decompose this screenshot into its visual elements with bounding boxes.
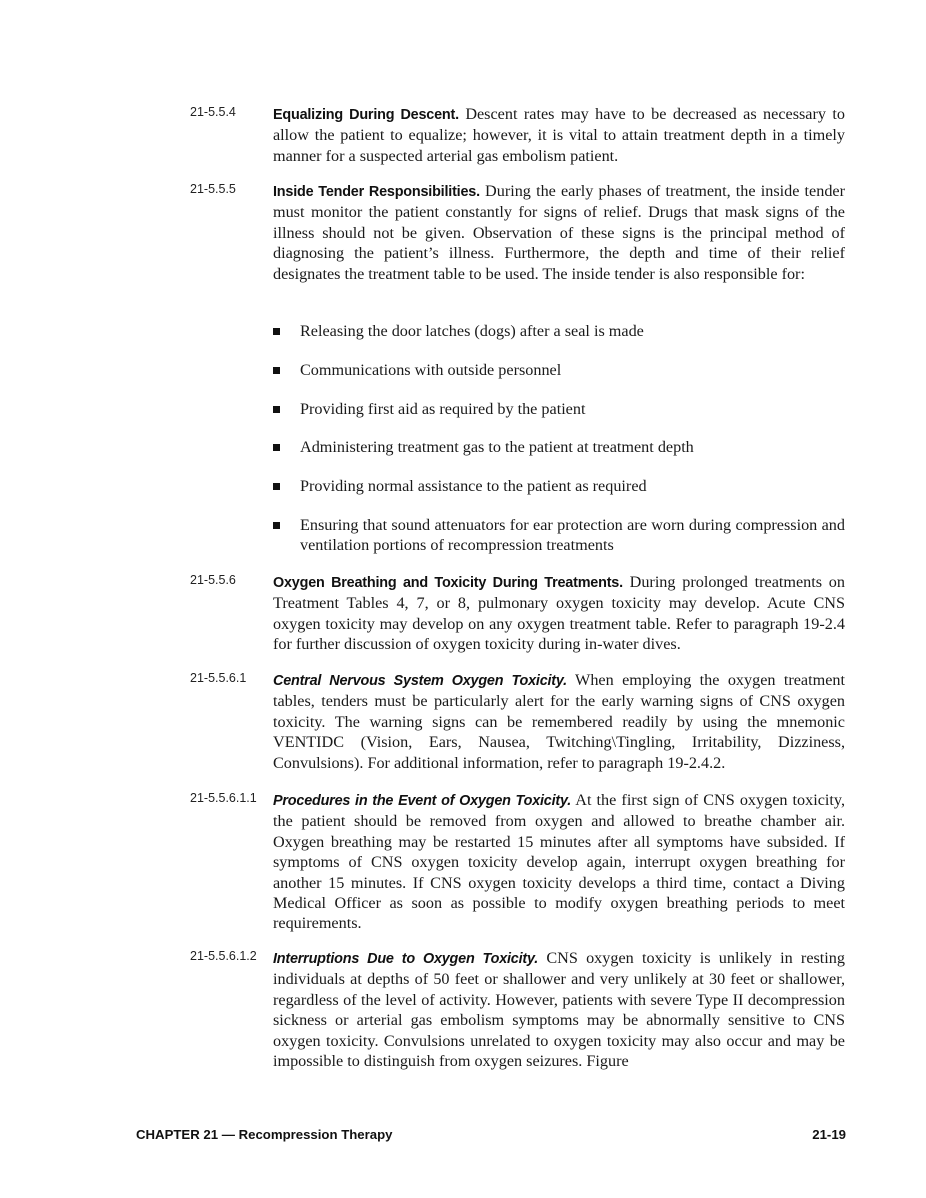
list-item: Releasing the door latches (dogs) after a seal is made xyxy=(273,321,845,341)
square-bullet-icon xyxy=(273,522,280,529)
list-item: Ensuring that sound attenuators for ear protection are worn during compression and ventilation portions of recompression treatments xyxy=(273,515,845,556)
section-text: At the first sign of CNS oxygen toxicity, the patient should be removed from oxygen and allowed to breathe chamber air. Oxygen breathing may be restarted 15 minutes after all symptoms have subsided. If symptoms of CNS oxygen toxicity develop again, interrupt oxygen breathing for another 15 minutes. If CNS oxygen toxicity develops a third time, contact a Diving Medical Officer as soon as possible to modify oxygen breathing periods to meet requirements. xyxy=(273,791,846,933)
section-body xyxy=(273,670,845,773)
list-item: Providing normal assistance to the patient as required xyxy=(273,476,845,496)
section-21-5-5-6 xyxy=(190,572,845,655)
list-item: Communications with outside personnel xyxy=(273,360,845,380)
section-body xyxy=(273,181,845,284)
section-heading: Oxygen Breathing and Toxicity During Treatments. xyxy=(273,575,623,591)
section-number: 21-5.5.6.1.1 xyxy=(190,791,257,805)
section-number: 21-5.5.6 xyxy=(190,573,236,587)
square-bullet-icon xyxy=(273,444,280,451)
section-heading: Equalizing During Descent. xyxy=(273,107,459,123)
section-body xyxy=(273,104,845,166)
section-21-5-5-4 xyxy=(190,104,845,166)
section-body xyxy=(273,572,845,655)
section-21-5-5-6-1-2 xyxy=(190,948,845,1071)
square-bullet-icon xyxy=(273,483,280,490)
section-number: 21-5.5.5 xyxy=(190,182,236,196)
chapter-title: CHAPTER 21 — Recompression Therapy xyxy=(136,1127,393,1142)
section-heading: Central Nervous System Oxygen Toxicity. xyxy=(273,673,567,689)
section-number: 21-5.5.6.1 xyxy=(190,671,247,685)
section-number: 21-5.5.6.1.2 xyxy=(190,949,257,963)
section-heading: Procedures in the Event of Oxygen Toxicity. xyxy=(273,793,572,809)
section-21-5-5-5 xyxy=(190,181,845,284)
square-bullet-icon xyxy=(273,367,280,374)
section-text: Descent rates may have to be decreased as necessary to allow the patient to equalize; however, it is vital to attain treatment depth in a timely manner for a suspected arterial gas embolism patient. xyxy=(273,105,845,165)
section-body xyxy=(273,948,845,1071)
section-text: During prolonged treatments on Treatment Tables 4, 7, or 8, pulmonary oxygen toxicity may develop. Acute CNS oxygen toxicity may develop on any oxygen treatment table. Refer to paragraph 19-2.4 for further discussion of oxygen toxicity during in-water dives. xyxy=(273,573,845,654)
list-item: Administering treatment gas to the patient at treatment depth xyxy=(273,437,845,457)
section-number: 21-5.5.4 xyxy=(190,105,236,119)
section-text: When employing the oxygen treatment tables, tenders must be particularly alert for the early warning signs of CNS oxygen toxicity. The warning signs can be remembered readily by using the mnemonic VENTIDC (Vision, Ears, Nausea, Twitching\Tingling, Irritability, Dizziness, Convulsions). For additional information, refer to paragraph 19-2.4.2. xyxy=(273,671,845,772)
section-21-5-5-6-1-1 xyxy=(190,790,845,934)
section-heading: Inside Tender Responsibilities. xyxy=(273,184,480,200)
square-bullet-icon xyxy=(273,406,280,413)
list-item: Providing first aid as required by the patient xyxy=(273,399,845,419)
section-heading: Interruptions Due to Oxygen Toxicity. xyxy=(273,951,539,967)
square-bullet-icon xyxy=(273,328,280,335)
section-text: During the early phases of treatment, the inside tender must monitor the patient constantly for signs of relief. Drugs that mask signs of the illness should not be given. Observation of these signs is the principal method of diagnosing the patient’s illness. Furthermore, the depth and time of their relief designates the treatment table to be used. The inside tender is also responsible for: xyxy=(273,182,846,283)
page-number: 21-19 xyxy=(812,1127,846,1142)
section-21-5-5-6-1 xyxy=(190,670,845,773)
section-body xyxy=(273,790,845,934)
section-text: CNS oxygen toxicity is unlikely in resting individuals at depths of 50 feet or shallower and very unlikely at 30 feet or shallower, regardless of the level of activity. However, patients with severe Type II decompression sickness or arterial gas embolism symptoms may be abnormally sensitive to CNS oxygen toxicity. Convulsions unrelated to oxygen toxicity may also occur and may be impossible to distinguish from oxygen seizures. Figure xyxy=(273,949,845,1071)
